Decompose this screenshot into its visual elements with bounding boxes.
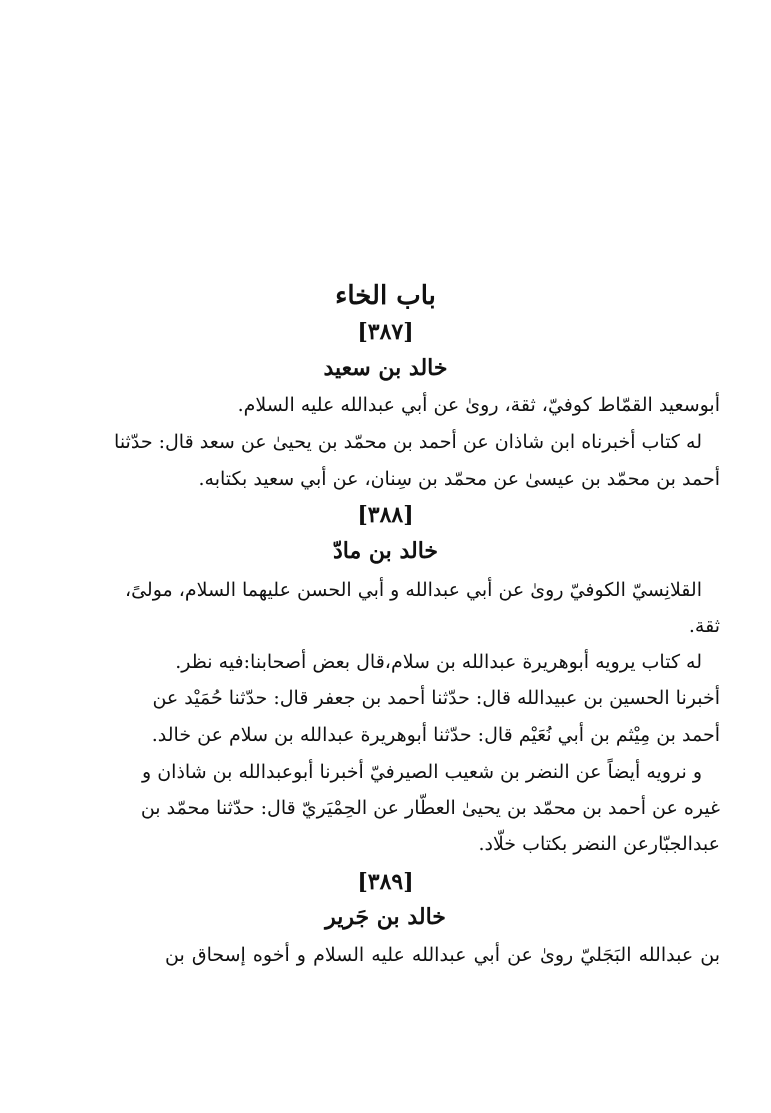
entry-text-line: أحمد بن محمّد بن عيسىٰ عن محمّد بن سِنان، عن أبي سعيد بكتابه. — [198, 468, 720, 490]
entry-number: [٣٨٩] — [357, 869, 414, 895]
entry-text-line: له كتاب أخبرناه ابن شاذان عن أحمد بن محمّد بن يحيىٰ عن سعد قال: حدّثنا — [114, 431, 702, 453]
chapter-title: باب الخاء — [335, 281, 436, 311]
entry-text-line: و نرويه أيضاً عن النضر بن شعيب الصيرفيّ أخبرنا أبوعبدالله بن شاذان و — [142, 761, 702, 783]
entry-name: خالد بن مادّ — [332, 538, 439, 564]
entry-name: خالد بن سعيد — [323, 355, 448, 381]
entry-text-line: القلانِسيّ الكوفيّ روىٰ عن أبي عبدالله و أبي الحسن عليهما السلام، مولىً، — [124, 579, 702, 601]
entry-text-line: بن عبدالله البَجَليّ روىٰ عن أبي عبدالله عليه السلام و أخوه إسحاق بن — [165, 944, 720, 966]
entry-text-line: أبوسعيد القمّاط كوفيّ، ثقة، روىٰ عن أبي عبدالله عليه السلام. — [237, 394, 720, 416]
entry-text-line: أحمد بن مِيْثم بن أبي نُعَيْم قال: حدّثنا أبوهريرة عبدالله بن سلام عن خالد. — [151, 724, 720, 746]
entry-name: خالد بن جَرير — [325, 904, 446, 930]
entry-text-line: أخبرنا الحسين بن عبيدالله قال: حدّثنا أحمد بن جعفر قال: حدّثنا حُمَيْد عن — [152, 687, 720, 709]
entry-number: [٣٨٨] — [357, 502, 414, 528]
entry-text-line: غيره عن أحمد بن محمّد بن يحيىٰ العطّار عن الحِمْيَريّ قال: حدّثنا محمّد بن — [140, 797, 720, 819]
entry-text-line: له كتاب يرويه أبوهريرة عبدالله بن سلام،قال بعض أصحابنا:فيه نظر. — [175, 651, 702, 673]
entry-number: [٣٨٧] — [357, 319, 414, 345]
entry-text-line: عبدالجبّارعن النضر بكتاب خلّاد. — [478, 833, 720, 855]
entry-text-line: ثقة. — [688, 615, 720, 637]
